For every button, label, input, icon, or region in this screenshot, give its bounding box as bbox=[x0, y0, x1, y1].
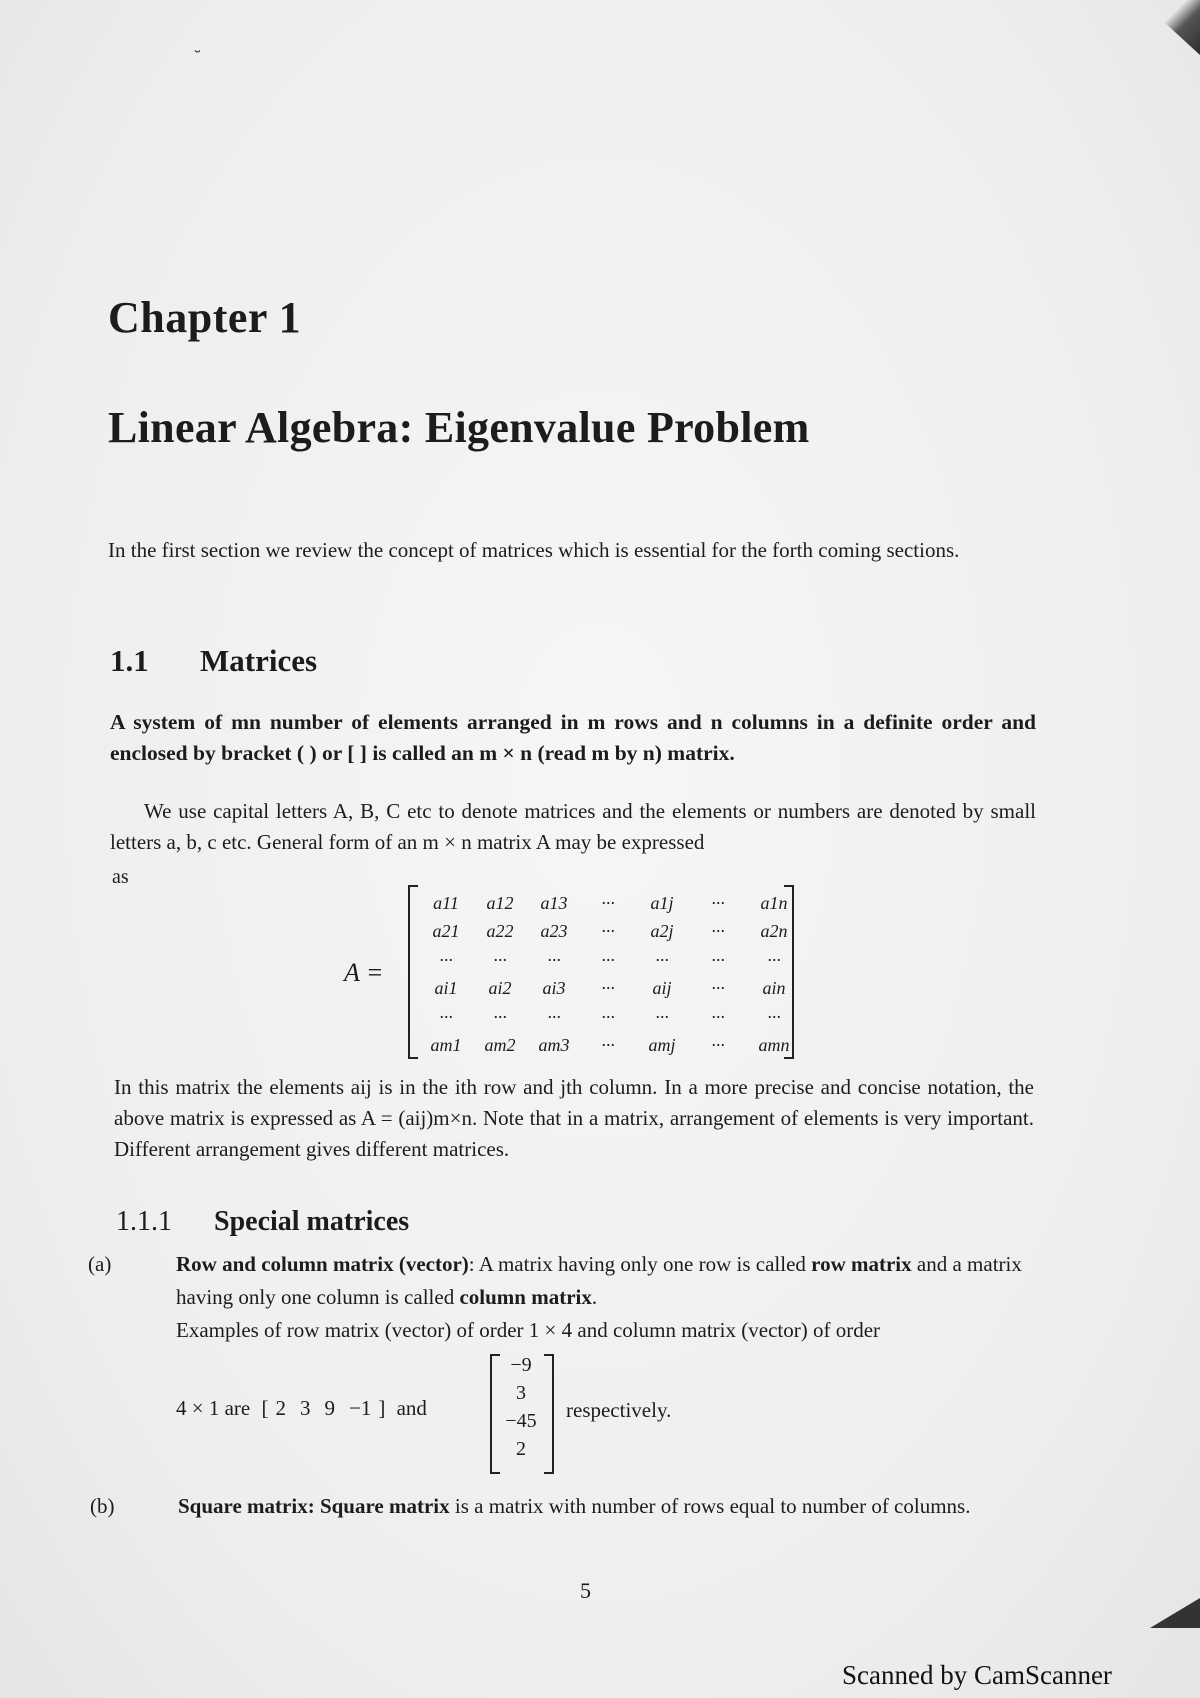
matrix-cell: a11 bbox=[433, 893, 459, 913]
respectively-word: respectively. bbox=[566, 1398, 672, 1422]
column-vector-entry: 3 bbox=[516, 1382, 526, 1404]
matrix-label: A = bbox=[344, 958, 384, 987]
row-vector-entry: 9 bbox=[324, 1396, 335, 1420]
page-number: 5 bbox=[580, 1578, 591, 1603]
matrix-cell: ··· bbox=[767, 950, 781, 970]
matrix-cell: ··· bbox=[601, 893, 615, 913]
matrix-cell: ai3 bbox=[542, 978, 566, 998]
item-b-bold1: Square matrix bbox=[319, 1494, 450, 1518]
matrix-cell: aij bbox=[652, 978, 672, 998]
matrix-cell: a1j bbox=[650, 893, 674, 913]
matrix-cell: ai1 bbox=[434, 978, 458, 998]
list-item-row-column-matrix bbox=[88, 1248, 1038, 1314]
matrix-cell: ··· bbox=[439, 950, 453, 970]
vector-example-line bbox=[176, 1396, 427, 1421]
notation-text: We use capital letters A, B, C etc to denote matrices and the elements or numbers are denoted by small letters a, b, c etc. General form of an m × n matrix A may be expressed bbox=[110, 799, 1036, 854]
matrix-bracket-left bbox=[408, 885, 418, 1059]
matrix-cell: a13 bbox=[540, 893, 568, 913]
subsection-number: 1.1.1 bbox=[116, 1206, 172, 1237]
item-a-label: (a) bbox=[88, 1252, 112, 1276]
row-vector-entry: 3 bbox=[299, 1396, 311, 1420]
and-word: and bbox=[396, 1396, 427, 1420]
matrix-cell: ··· bbox=[601, 978, 615, 998]
item-a-text1: : A matrix having only one row is called bbox=[468, 1252, 812, 1276]
item-a-text bbox=[88, 1248, 1038, 1314]
examples-line: Examples of row matrix (vector) of order 1 × 4 and column matrix (vector) of order bbox=[176, 1318, 881, 1342]
chapter-title: Linear Algebra: Eigenvalue Problem bbox=[108, 403, 810, 452]
matrix-cell: ··· bbox=[439, 1007, 453, 1027]
matrix-cell: ··· bbox=[767, 1007, 781, 1027]
matrix-cell: ··· bbox=[711, 950, 725, 970]
order-text: 4 × 1 are bbox=[176, 1396, 251, 1420]
section-number: 1.1 bbox=[110, 643, 149, 678]
section-heading bbox=[110, 643, 317, 679]
scan-speck: ˘ bbox=[193, 48, 202, 69]
matrix-cell: ··· bbox=[601, 1007, 615, 1027]
list-item-square-matrix bbox=[90, 1490, 1040, 1522]
matrix-cell: ··· bbox=[711, 893, 725, 913]
item-b-body: is a matrix with number of rows equal to number of columns. bbox=[449, 1494, 971, 1518]
matrix-cell: ain bbox=[762, 978, 786, 998]
subsection-heading bbox=[116, 1206, 409, 1238]
column-vector-entry: 2 bbox=[516, 1438, 526, 1460]
matrix-cell: a2j bbox=[650, 921, 674, 941]
matrix-cell: ··· bbox=[493, 1007, 507, 1027]
matrix-cell: ··· bbox=[711, 921, 725, 941]
matrix-cell: ··· bbox=[655, 1007, 669, 1027]
matrix-cell: am3 bbox=[538, 1035, 570, 1055]
matrix-cell: ··· bbox=[711, 978, 725, 998]
item-b-label: (b) bbox=[90, 1494, 115, 1518]
as-word: as bbox=[112, 866, 129, 888]
page-corner-shadow-bottom bbox=[1150, 1598, 1200, 1628]
item-a-heading: Row and column matrix (vector) bbox=[176, 1252, 469, 1276]
notation-paragraph bbox=[110, 796, 1036, 858]
row-vector-entry: −1 bbox=[348, 1396, 372, 1420]
matrix-definition: A system of mn number of elements arranged in m rows and n columns in a definite order and enclosed by bracket ( ) or [ ] is called an m × n (read m by n) matrix. bbox=[110, 710, 1036, 765]
matrix-explanation: In this matrix the elements aij is in the ith row and jth column. In a more precise and concise notation, the above matrix is expressed as A = (aij)m×n. Note that in a matrix, arrangement of elements is very important. Different arrangement gives different matrices. bbox=[114, 1075, 1034, 1161]
matrix-cell: ··· bbox=[547, 950, 561, 970]
matrix-cell: ··· bbox=[601, 1035, 615, 1055]
matrix-cell: amn bbox=[758, 1035, 790, 1055]
matrix-cell: a23 bbox=[540, 921, 568, 941]
matrix-cell: a22 bbox=[486, 921, 514, 941]
item-a-text2: and a matrix having only one column is called bbox=[176, 1252, 1022, 1309]
subsection-title: Special matrices bbox=[214, 1206, 410, 1237]
row-vector-entry: 2 bbox=[275, 1396, 286, 1420]
matrix-cell: ··· bbox=[711, 1035, 725, 1055]
item-b-heading: Square matrix bbox=[178, 1494, 308, 1518]
column-vector-entry: −45 bbox=[505, 1410, 537, 1432]
matrix-cell: a12 bbox=[486, 893, 514, 913]
matrix-cell: a1n bbox=[760, 893, 788, 913]
section-title: Matrices bbox=[200, 643, 318, 678]
matrix-cell: ··· bbox=[601, 950, 615, 970]
matrix-cell: am1 bbox=[430, 1035, 462, 1055]
column-vector bbox=[493, 1354, 549, 1468]
item-b-text: (b) Square matrix: Square matrix is a matrix with number of rows equal to number of columns. bbox=[134, 1490, 1040, 1522]
matrix-cell: a21 bbox=[432, 921, 460, 941]
matrix-cell: am2 bbox=[484, 1035, 516, 1055]
matrix-cell: ··· bbox=[547, 1007, 561, 1027]
chapter-label: Chapter 1 bbox=[108, 293, 302, 342]
matrix-cell: ··· bbox=[601, 921, 615, 941]
page-corner-shadow bbox=[1140, 0, 1200, 55]
row-vector: [ 2 3 9 −1 ] bbox=[261, 1396, 386, 1420]
column-vector-entry: −9 bbox=[510, 1354, 532, 1376]
item-a-bold2: column matrix bbox=[459, 1285, 592, 1309]
intro-paragraph: In the first section we review the concept of matrices which is essential for the forth coming sections. bbox=[108, 538, 960, 562]
matrix-cell: a2n bbox=[760, 921, 788, 941]
matrix-cell: amj bbox=[648, 1035, 676, 1055]
matrix-cell: ··· bbox=[655, 950, 669, 970]
matrix-cell: ai2 bbox=[488, 978, 512, 998]
matrix-cell: ··· bbox=[493, 950, 507, 970]
item-a-bold1: row matrix bbox=[811, 1252, 912, 1276]
item-a-text3: . bbox=[591, 1285, 598, 1309]
matrix-cell: ··· bbox=[711, 1007, 725, 1027]
scanner-watermark: Scanned by CamScanner bbox=[842, 1660, 1112, 1690]
